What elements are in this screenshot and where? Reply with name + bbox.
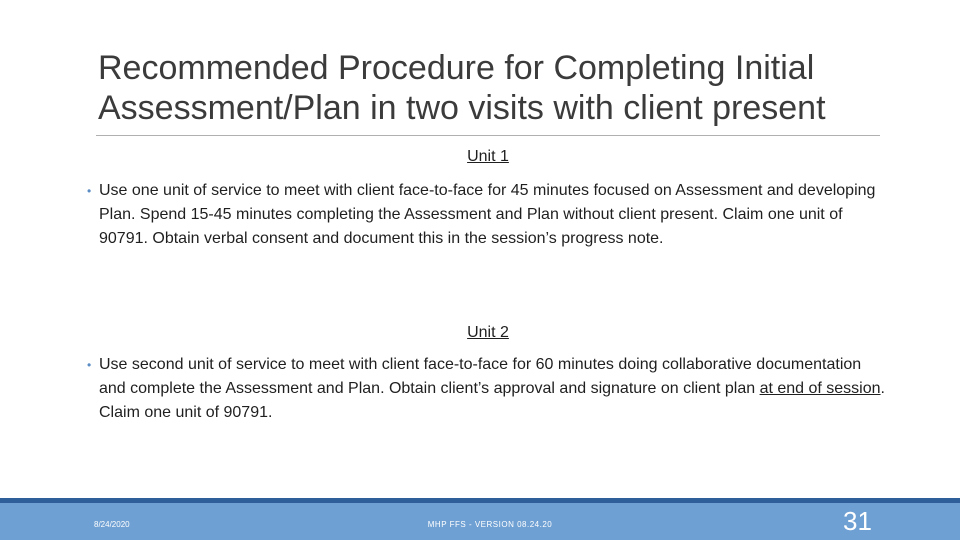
footer-version: MHP FFS - VERSION 08.24.20	[427, 520, 553, 529]
slide-title-line1: Recommended Procedure for Completing Initial	[98, 49, 815, 87]
unit2-paragraph	[87, 353, 889, 425]
title-divider	[96, 135, 880, 136]
footer-date: 8/24/2020	[94, 520, 130, 529]
unit2-heading: Unit 2	[467, 324, 509, 341]
unit1-heading: Unit 1	[467, 148, 509, 165]
unit2-text-after: . Claim one unit of 90791.	[99, 380, 885, 421]
page-number: 31	[843, 506, 872, 536]
unit2-text-emphasis: at end of session	[759, 380, 881, 397]
unit1-text: Use one unit of service to meet with client face-to-face for 45 minutes focused on Assessment and developing Plan. Spend 15-45 minutes completing the Assessment and Plan without client present. Claim one unit of 90791. Obtain verbal consent and document this in the session’s progress note.	[99, 182, 876, 247]
unit1-paragraph	[87, 179, 889, 251]
bullet-icon: •	[87, 358, 92, 372]
unit2-text-before: Use second unit of service to meet with client face-to-face for 60 minutes doing collaborative documentation and complete the Assessment and Plan. Obtain client’s approval and signature on client plan	[99, 356, 862, 397]
slide-title-line2: Assessment/Plan in two visits with client present	[98, 89, 826, 127]
slide-title	[98, 48, 898, 128]
bullet-icon: •	[87, 184, 92, 198]
